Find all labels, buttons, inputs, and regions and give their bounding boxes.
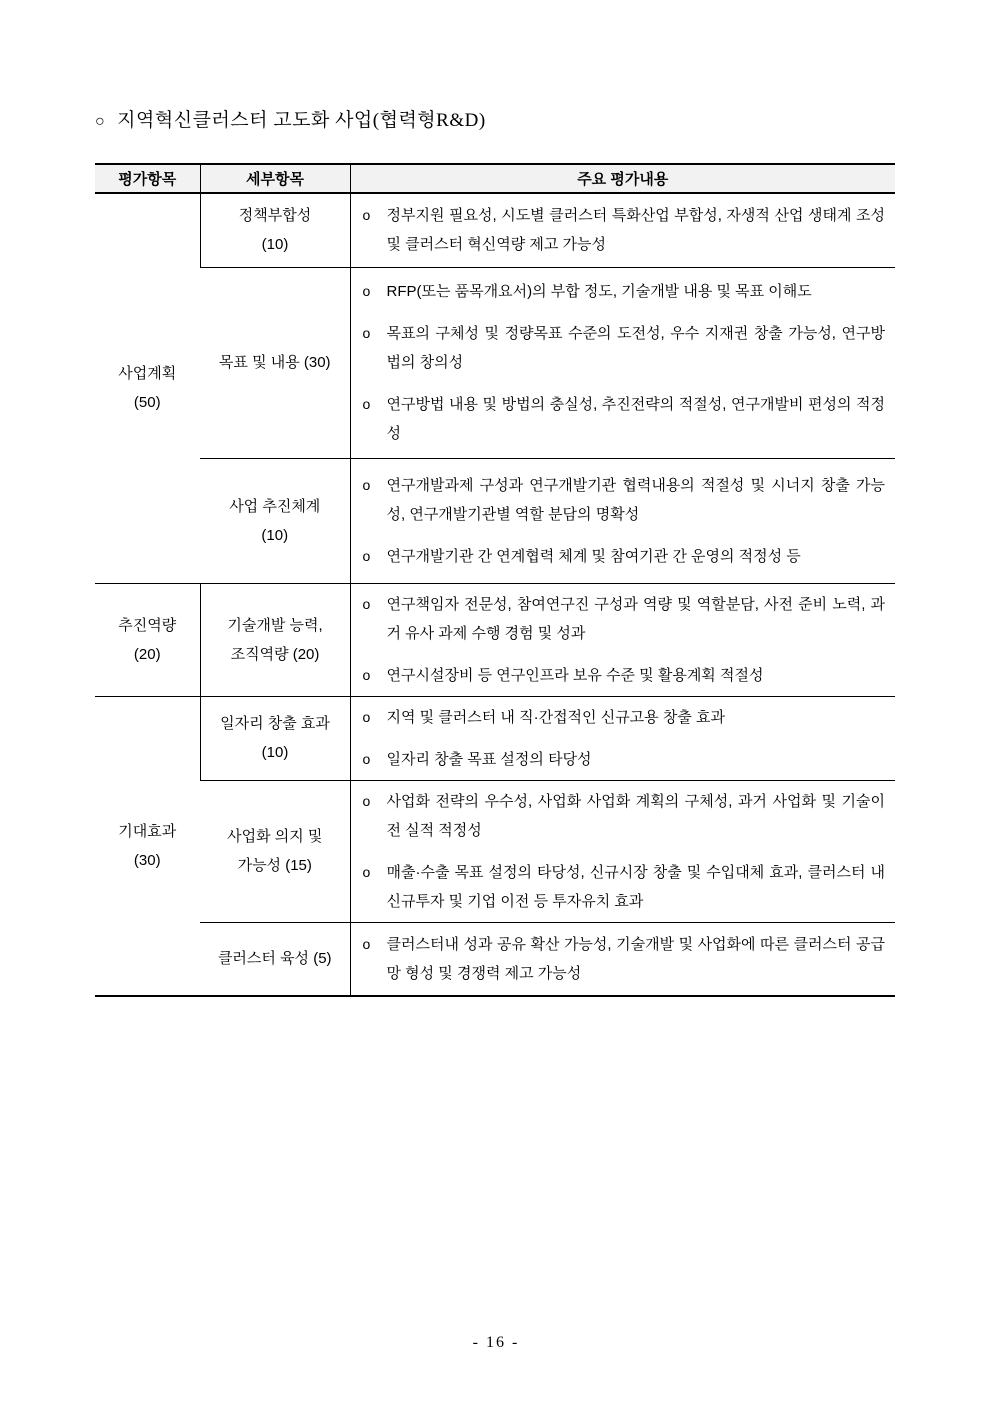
subitem-label: 사업 추진체계 [229,497,321,515]
content-cell [350,922,895,996]
eval-item [359,390,886,448]
page-title-text: 지역혁신클러스터 고도화 사업(협력형R&D) [117,110,486,131]
table-row [95,267,895,458]
subitem-label: 기술개발 능력, [227,616,323,634]
subitem-cell [200,583,350,696]
title-circle-bullet-icon: ○ [95,113,106,130]
item-text: 지역 및 클러스터 내 직·간접적인 신규고용 창출 효과 [386,708,725,726]
eval-item [359,661,886,690]
table-row [95,458,895,583]
category-score: (30) [133,851,161,869]
item-text: 연구방법 내용 및 방법의 충실성, 추진전략의 적절성, 연구개발비 편성의 적정성 [386,396,885,442]
subitem-score: (10) [261,526,289,544]
subitem-label: 일자리 창출 효과 [220,715,330,732]
category-label: 사업계획 [118,365,177,383]
table-row [95,922,895,996]
item-bullet-icon: o [362,792,371,809]
item-text: 목표의 구체성 및 정량목표 수준의 도전성, 우수 지재권 창출 가능성, 연구방법의 창의성 [386,325,885,371]
eval-item [359,930,886,988]
item-bullet-icon: o [362,750,371,767]
item-text: 정부지원 필요성, 시도별 클러스터 특화산업 부합성, 자생적 산업 생태계 조성 및 클러스터 혁신역량 제고 가능성 [386,207,885,254]
subitem-score: (10) [261,236,289,254]
content-cell [350,267,895,458]
table-row [95,780,895,922]
eval-item [359,277,886,306]
eval-item [359,858,886,916]
table-row [95,696,895,780]
subitem-label: 클러스터 육성 (5) [217,950,332,968]
item-bullet-icon: o [362,547,371,564]
evaluation-criteria-table [95,163,895,997]
category-score: (20) [133,645,161,663]
header-main-evaluation-content: 주요 평가내용 [350,164,895,193]
subitem-score: 조직역량 (20) [230,645,320,663]
eval-item [359,201,886,259]
item-text: 연구개발과제 구성과 연구개발기관 협력내용의 적절성 및 시너지 창출 가능성, 연구개발기관별 역할 분담의 명확성 [386,476,885,523]
item-bullet-icon: o [362,396,371,412]
content-cell [350,583,895,696]
item-text: 클러스터내 성과 공유 확산 가능성, 기술개발 및 사업화에 따른 클러스터 공급망 형성 및 경쟁력 제고 가능성 [386,935,885,982]
subitem-cell [200,458,350,583]
eval-item [359,745,886,774]
subitem-cell [200,922,350,996]
subitem-label: 정책부합성 [238,207,312,225]
subitem-cell [200,267,350,458]
eval-item [359,319,886,377]
item-bullet-icon: o [362,476,371,493]
item-bullet-icon: o [362,283,371,299]
header-sub-item: 세부항목 [200,164,350,193]
table-header-row [95,164,895,193]
subitem-label: 사업화 의지 및 [227,828,323,845]
category-cell-expected-effect [95,696,200,996]
content-cell [350,696,895,780]
item-bullet-icon: o [362,708,371,725]
subitem-cell [200,780,350,922]
category-cell-business-plan [95,193,200,583]
category-label: 기대효과 [118,822,177,840]
content-cell [350,193,895,267]
item-text: 매출·수출 목표 설정의 타당성, 신규시장 창출 및 수입대체 효과, 클러스터 내 신규투자 및 기업 이전 등 투자유치 효과 [386,863,885,910]
eval-item [359,787,886,845]
category-label: 추진역량 [118,616,177,634]
content-cell [350,780,895,922]
table-row [95,193,895,267]
page-title [95,105,486,132]
item-text: 사업화 전략의 우수성, 사업화 사업화 계획의 구체성, 과거 사업화 및 기술이전 실적 적정성 [386,792,885,839]
item-text: 연구개발기관 간 연계협력 체계 및 참여기관 간 운영의 적정성 등 [386,547,801,565]
item-bullet-icon: o [362,863,371,880]
eval-item [359,703,886,732]
category-score: (50) [133,394,161,412]
item-text: RFP(또는 품목개요서)의 부합 정도, 기술개발 내용 및 목표 이해도 [386,283,812,300]
item-bullet-icon: o [362,666,371,683]
page-number: - 16 - [472,1334,520,1351]
item-bullet-icon: o [362,935,371,952]
eval-item [359,471,886,529]
category-cell-execution-capability [95,583,200,696]
subitem-cell [200,696,350,780]
item-bullet-icon: o [362,595,371,612]
table-row [95,583,895,696]
item-text: 일자리 창출 목표 설정의 타당성 [386,750,592,768]
item-bullet-icon: o [362,207,371,224]
subitem-score: 가능성 (15) [237,857,312,874]
eval-item [359,542,886,571]
subitem-label: 목표 및 내용 (30) [218,354,331,371]
item-text: 연구시설장비 등 연구인프라 보유 수준 및 활용계획 적절성 [386,666,764,684]
subitem-score: (10) [261,744,289,761]
subitem-cell [200,193,350,267]
item-bullet-icon: o [362,325,371,341]
header-evaluation-item: 평가항목 [95,164,200,193]
eval-item [359,590,886,648]
content-cell [350,458,895,583]
item-text: 연구책임자 전문성, 참여연구진 구성과 역량 및 역할분담, 사전 준비 노력, 과거 유사 과제 수행 경험 및 성과 [386,595,885,642]
